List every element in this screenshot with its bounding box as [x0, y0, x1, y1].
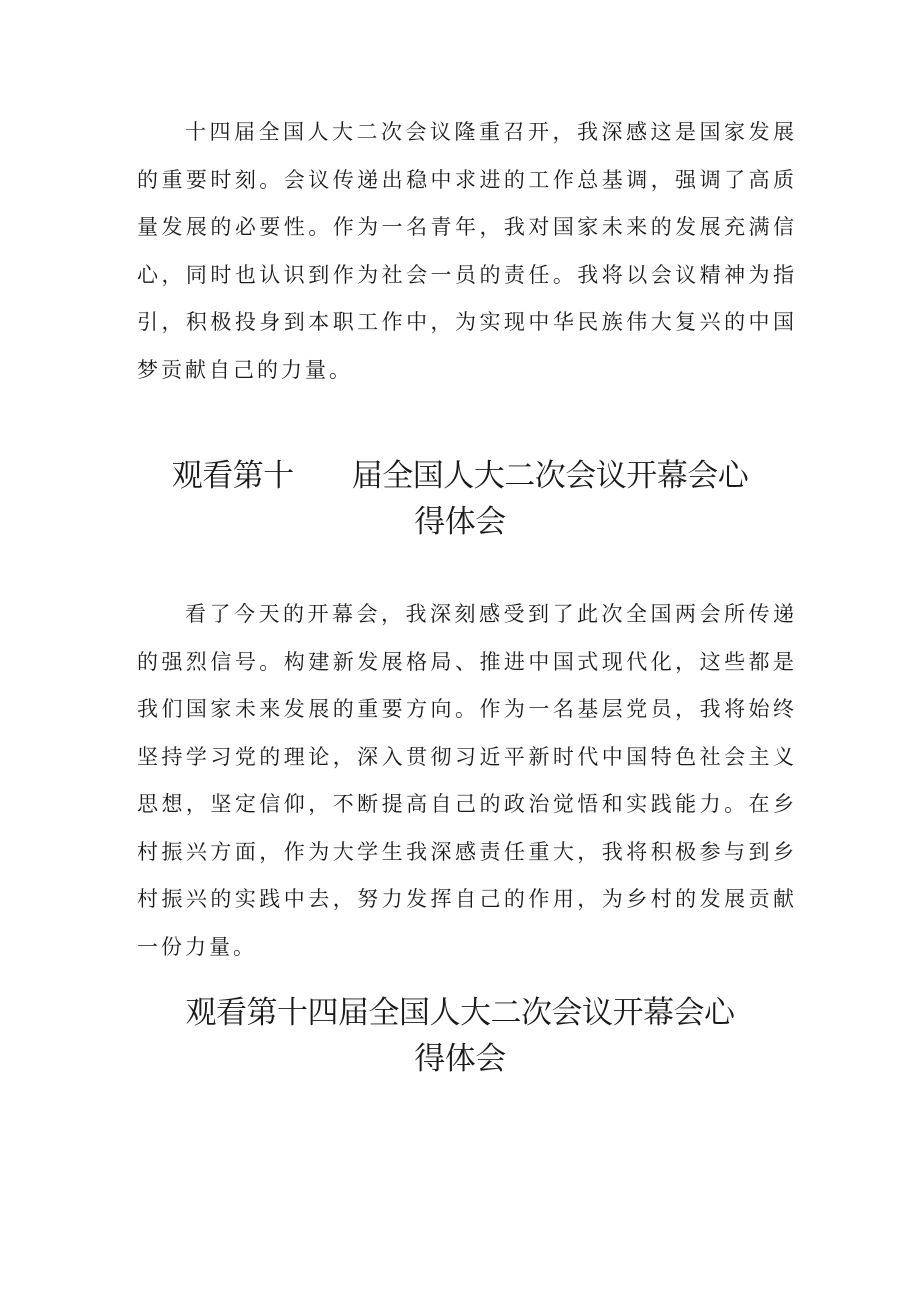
- section-heading-1: [0, 453, 920, 545]
- body-paragraph-2: 看了今天的开幕会，我深刻感受到了此次全国两会所传递的强烈信号。构建新发展格局、推进中国式现代化，这些都是我们国家未来发展的重要方向。作为一名基层党员，我将始终坚持学习党的理论，深入贯彻习近平新时代中国特色社会主义思想，坚定信仰，不断提高自己的政治觉悟和实践能力。在乡村振兴方面，作为大学生我深感责任重大，我将积极参与到乡村振兴的实践中去，努力发挥自己的作用，为乡村的发展贡献一份力量。: [137, 602, 797, 959]
- heading-2-line-1: 观看第十四届全国人大二次会议开幕会心: [185, 995, 735, 1031]
- heading-1-line-2: 得体会: [414, 504, 506, 540]
- body-paragraph-1: 十四届全国人大二次会议隆重召开，我深感这是国家发展的重要时刻。会议传递出稳中求进的工作总基调，强调了高质量发展的必要性。作为一名青年，我对国家未来的发展充满信心，同时也认识到作为社会一员的责任。我将以会议精神为指引，积极投身到本职工作中，为实现中华民族伟大复兴的中国梦贡献自己的力量。: [137, 120, 797, 382]
- heading-1-line-1: [0, 453, 920, 499]
- heading-2-line-2: 得体会: [414, 1041, 506, 1077]
- section-heading-2: [0, 990, 920, 1082]
- heading-1-line-1-part-2: 届全国人大二次会议开幕会心: [351, 458, 749, 494]
- heading-1-line-1-part-1: 观看第十: [171, 458, 294, 494]
